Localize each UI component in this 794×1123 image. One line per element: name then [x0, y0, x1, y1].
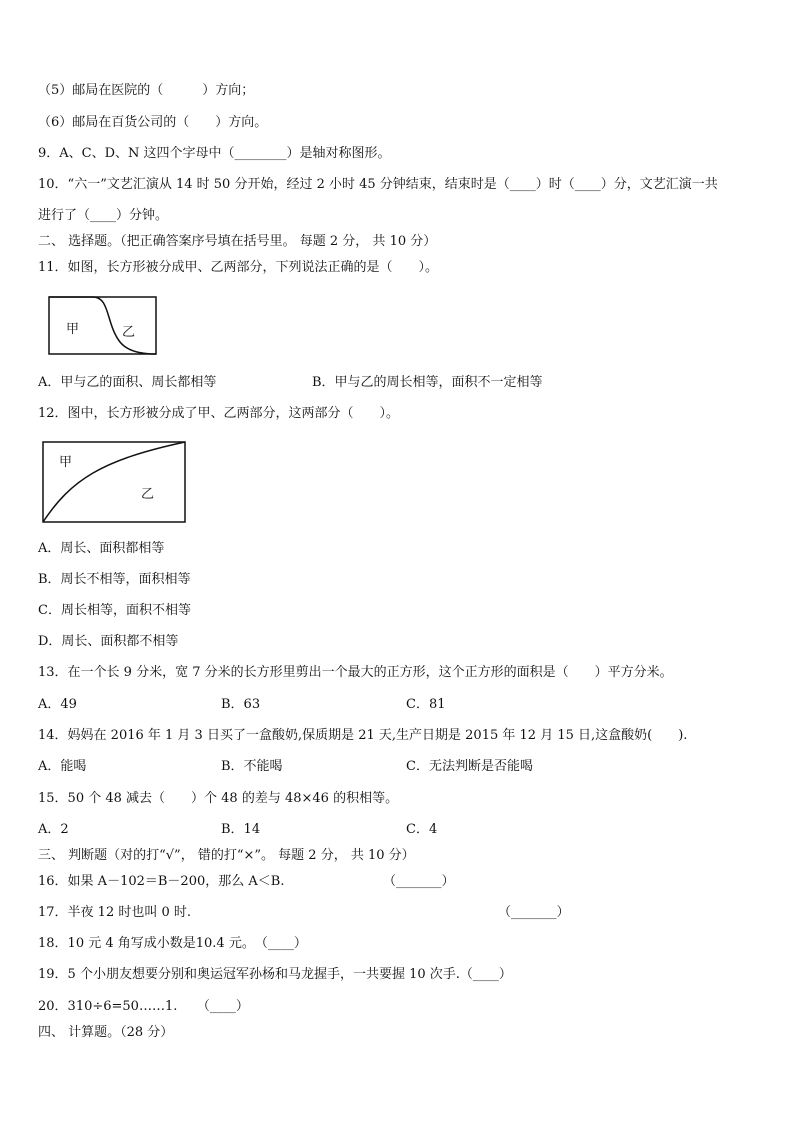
- q13-option-b: B．63: [221, 697, 261, 712]
- question-12: 12．图中，长方形被分成了甲、乙两部分，这两部分（ ）。: [38, 406, 400, 421]
- q12-region-jia: 甲: [59, 455, 73, 470]
- q11-region-yi: 乙: [122, 325, 136, 340]
- question-18: 18．10 元 4 角写成小数是10.4 元。 （____）: [38, 936, 307, 951]
- q11-option-a: A．甲与乙的面积、周长都相等: [38, 375, 217, 390]
- line-q6: （6）邮局在百货公司的（ ）方向。: [38, 115, 268, 130]
- question-13: 13．在一个长 9 分米，宽 7 分米的长方形里剪出一个最大的正方形，这个正方形的面积是（ ）平方分米。: [38, 665, 673, 680]
- question-10-cont: 进行了（____）分钟。: [38, 208, 169, 223]
- q14-option-c: C．无法判断是否能喝: [406, 759, 533, 774]
- question-14: 14．妈妈在 2016 年 1 月 3 日买了一盒酸奶,保质期是 21 天,生产日期是 2015 年 12 月 15 日,这盒酸奶( ).: [38, 728, 688, 743]
- section-2-heading: 二、 选择题。（把正确答案序号填在括号里。 每题 2 分， 共 10 分）: [38, 234, 437, 249]
- q12-figure: [41, 440, 188, 524]
- question-16: 16．如果 A－102＝B－200，那么 A＜B.: [38, 874, 285, 889]
- question-9: 9．A、C、D、N 这四个字母中（________）是轴对称图形。: [38, 146, 391, 161]
- q11-option-b: B．甲与乙的周长相等，面积不一定相等: [312, 375, 543, 390]
- line-q5: （5）邮局在医院的（ ）方向；: [38, 83, 255, 98]
- question-20: 20．310÷6=50……1. （____）: [38, 999, 249, 1014]
- question-15: 15．50 个 48 减去（ ）个 48 的差与 48×46 的积相等。: [38, 791, 399, 806]
- section-3-heading: 三、 判断题（对的打“√”， 错的打“×”。 每题 2 分， 共 10 分）: [38, 848, 415, 863]
- q14-option-a: A．能喝: [38, 759, 87, 774]
- q15-option-b: B．14: [221, 822, 261, 837]
- q13-option-c: C．81: [406, 697, 446, 712]
- q11-region-jia: 甲: [66, 322, 80, 337]
- q12-option-c: C．周长相等，面积不相等: [38, 603, 191, 618]
- q12-option-d: D．周长、面积都不相等: [38, 634, 179, 649]
- q12-option-b: B．周长不相等，面积相等: [38, 572, 191, 587]
- question-17: 17．半夜 12 时也叫 0 时.: [38, 905, 192, 920]
- q14-option-b: B．不能喝: [221, 759, 283, 774]
- q12-region-yi: 乙: [141, 487, 155, 502]
- q15-option-a: A．2: [38, 822, 69, 837]
- q13-option-a: A．49: [38, 697, 77, 712]
- q12-option-a: A．周长、面积都相等: [38, 541, 165, 556]
- q11-figure: [48, 296, 160, 358]
- question-10: 10．“六一”文艺汇演从 14 时 50 分开始，经过 2 小时 45 分钟结束，结束时是（____）时（____）分，文艺汇演一共: [38, 177, 718, 192]
- question-19: 19．5 个小朋友想要分别和奥运冠军孙杨和马龙握手，一共要握 10 次手.（____）: [38, 967, 512, 982]
- q15-option-c: C．4: [406, 822, 438, 837]
- q17-answer-blank: （_______）: [498, 905, 570, 920]
- question-11: 11．如图，长方形被分成甲、乙两部分，下列说法正确的是（ ）。: [38, 260, 439, 275]
- section-4-heading: 四、 计算题。（28 分）: [38, 1025, 174, 1040]
- q16-answer-blank: （_______）: [383, 874, 455, 889]
